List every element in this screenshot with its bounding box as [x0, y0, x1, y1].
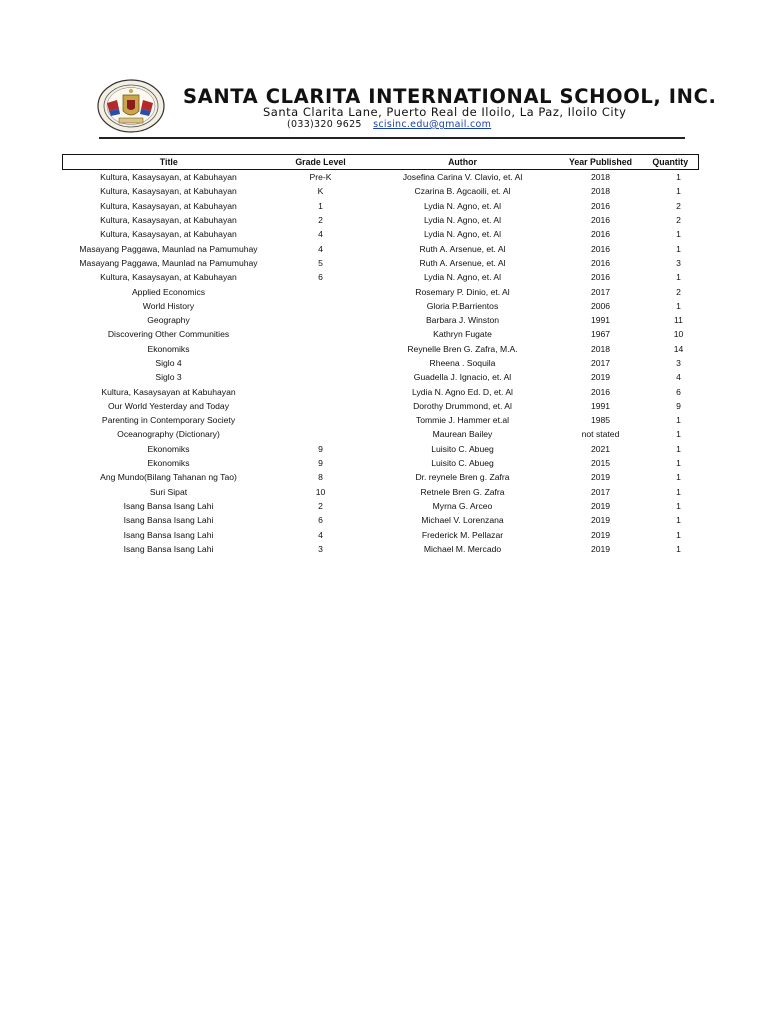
school-contact — [287, 119, 491, 130]
cell-title: Isang Bansa Isang Lahi — [123, 543, 214, 554]
table-row — [63, 513, 699, 527]
cell-title: Kultura, Kasaysayan at Kabuhayan — [101, 386, 236, 397]
header-title: Title — [63, 155, 275, 170]
cell-quantity: 3 — [676, 358, 681, 368]
cell-year-published: 2006 — [590, 300, 611, 311]
cell-grade-level — [275, 399, 367, 413]
cell-grade-level — [275, 370, 367, 384]
cell-year-published: 2016 — [590, 386, 611, 397]
cell-title: Ekonomiks — [147, 443, 190, 454]
table-row — [63, 227, 699, 241]
cell-quantity: 1 — [676, 415, 681, 426]
cell-author: Michael M. Mercado — [423, 543, 502, 554]
cell-author: Lydia N. Agno, et. Al — [423, 200, 502, 211]
cell-year-published: 2016 — [590, 243, 611, 254]
cell-grade-level — [275, 327, 367, 341]
cell-quantity: 1 — [676, 458, 681, 469]
cell-grade-level — [275, 342, 367, 356]
cell-year-published: 2019 — [590, 372, 611, 383]
cell-quantity: 1 — [676, 529, 681, 540]
table-row — [63, 456, 699, 470]
cell-year-published: 1991 — [590, 315, 611, 326]
table-row — [63, 199, 699, 213]
cell-year-published: 2016 — [590, 229, 611, 240]
cell-quantity: 1 — [676, 472, 681, 483]
cell-title: Masayang Paggawa, Maunlad na Pamumuhay — [79, 243, 258, 254]
cell-grade-level: 6 — [318, 272, 323, 283]
cell-quantity: 1 — [676, 515, 681, 526]
school-seal-icon — [97, 79, 165, 133]
cell-author: Luisito C. Abueg — [431, 443, 494, 454]
cell-author: Josefina Carina V. Clavio, et. Al — [402, 172, 523, 183]
table-row — [63, 442, 699, 456]
cell-year-published: 1967 — [590, 329, 611, 340]
cell-author: Lydia N. Agno, et. Al — [423, 229, 502, 240]
table-row — [63, 413, 699, 427]
table-header-row — [63, 155, 699, 170]
table-row — [63, 427, 699, 441]
cell-title: Ekonomiks — [147, 343, 190, 354]
cell-grade-level — [275, 299, 367, 313]
table-row — [63, 356, 699, 370]
cell-author: Rheena . Soquila — [429, 358, 496, 368]
header-year-published: Year Published — [559, 155, 643, 170]
cell-author: Lydia N. Agno, et. Al — [423, 215, 502, 226]
book-inventory-table-container — [62, 154, 698, 556]
cell-grade-level: 1 — [318, 200, 323, 211]
cell-quantity: 1 — [676, 543, 681, 554]
letterhead — [0, 0, 768, 140]
table-row — [63, 284, 699, 298]
cell-title: Ekonomiks — [147, 458, 190, 469]
cell-grade-level: K — [317, 186, 324, 197]
cell-grade-level: 10 — [315, 486, 326, 497]
cell-year-published: 1985 — [590, 415, 611, 426]
cell-grade-level — [275, 356, 367, 370]
cell-grade-level: 2 — [318, 215, 323, 226]
cell-year-published: 2019 — [590, 500, 611, 511]
cell-year-published: 2018 — [590, 172, 611, 183]
cell-year-published: 2018 — [590, 186, 611, 197]
cell-title: Isang Bansa Isang Lahi — [123, 515, 214, 526]
table-row — [63, 270, 699, 284]
school-address: Santa Clarita Lane, Puerto Real de Iloilo, La Paz, Iloilo City — [263, 105, 627, 119]
cell-author: Luisito C. Abueg — [431, 458, 494, 469]
cell-author: Lydia N. Agno, et. Al — [423, 272, 502, 283]
cell-year-published: 2016 — [590, 200, 611, 211]
cell-author: Rosemary P. Dinio, et. Al — [415, 286, 510, 297]
cell-author: Myrna G. Arceo — [432, 500, 493, 511]
cell-author: Lydia N. Agno Ed. D, et. Al — [412, 386, 513, 397]
table-row — [63, 299, 699, 313]
cell-author: Maurean Bailey — [432, 429, 493, 440]
cell-year-published: not stated — [581, 429, 620, 440]
table-row — [63, 313, 699, 327]
cell-year-published: 2019 — [590, 515, 611, 526]
cell-title: Siglo 4 — [155, 358, 182, 368]
cell-grade-level — [275, 427, 367, 441]
table-row — [63, 470, 699, 484]
cell-author: Reynelle Bren G. Zafra, M.A. — [407, 343, 518, 354]
cell-year-published: 2019 — [590, 472, 611, 483]
cell-title: Kultura, Kasaysayan, at Kabuhayan — [100, 215, 237, 226]
cell-grade-level: 4 — [318, 229, 323, 240]
cell-year-published: 2021 — [590, 443, 611, 454]
cell-quantity: 1 — [676, 486, 681, 497]
cell-title: Kultura, Kasaysayan, at Kabuhayan — [100, 172, 237, 183]
table-row — [63, 542, 699, 556]
cell-author: Dorothy Drummond, et. Al — [413, 400, 512, 411]
cell-title: Kultura, Kasaysayan, at Kabuhayan — [100, 272, 237, 283]
cell-quantity: 2 — [676, 215, 681, 226]
cell-title: Ang Mundo(Bilang Tahanan ng Tao) — [100, 472, 237, 483]
table-row — [63, 241, 699, 255]
school-email-link[interactable]: scisinc.edu@gmail.com — [373, 119, 492, 130]
table-row — [63, 399, 699, 413]
table-row — [63, 256, 699, 270]
table-row — [63, 184, 699, 198]
school-phone: (033)320 9625 — [287, 119, 362, 130]
header-grade-level: Grade Level — [275, 155, 367, 170]
cell-grade-level: 5 — [318, 257, 323, 268]
cell-grade-level: 4 — [318, 243, 323, 254]
cell-title: Suri Sipat — [149, 486, 188, 497]
cell-grade-level: 6 — [318, 515, 323, 526]
letterhead-divider — [99, 137, 685, 139]
table-row — [63, 384, 699, 398]
cell-author: Tommie J. Hammer et.al — [415, 415, 510, 426]
cell-author: Barbara J. Winston — [425, 315, 500, 326]
book-inventory-table — [62, 154, 699, 556]
cell-grade-level — [275, 413, 367, 427]
cell-year-published: 1991 — [590, 400, 611, 411]
cell-year-published: 2018 — [590, 343, 611, 354]
cell-author: Dr. reynele Bren g. Zafra — [415, 472, 510, 483]
cell-quantity: 2 — [676, 200, 681, 211]
cell-author: Guadella J. Ignacio, et. Al — [413, 372, 512, 383]
cell-quantity: 9 — [676, 400, 681, 411]
cell-year-published: 2017 — [590, 358, 611, 368]
cell-year-published: 2017 — [590, 486, 611, 497]
cell-quantity: 1 — [676, 172, 681, 183]
cell-author: Kathryn Fugate — [433, 329, 492, 340]
cell-year-published: 2019 — [590, 543, 611, 554]
cell-title: Parenting in Contemporary Society — [101, 415, 236, 426]
header-quantity: Quantity — [643, 155, 699, 170]
cell-grade-level: 3 — [318, 543, 323, 554]
school-name: SANTA CLARITA INTERNATIONAL SCHOOL, INC. — [183, 85, 717, 108]
cell-title: Geography — [147, 315, 190, 326]
cell-quantity: 10 — [673, 329, 684, 340]
cell-quantity: 1 — [676, 229, 681, 240]
cell-author: Frederick M. Pellazar — [421, 529, 504, 540]
cell-title: Isang Bansa Isang Lahi — [123, 500, 214, 511]
cell-year-published: 2016 — [590, 215, 611, 226]
cell-grade-level: 9 — [318, 458, 323, 469]
cell-quantity: 1 — [676, 243, 681, 254]
cell-grade-level: 4 — [318, 529, 323, 540]
cell-author: Michael V. Lorenzana — [421, 515, 504, 526]
table-body — [63, 170, 699, 557]
cell-title: Isang Bansa Isang Lahi — [123, 529, 214, 540]
cell-quantity: 1 — [676, 429, 681, 440]
table-row — [63, 499, 699, 513]
cell-year-published: 2019 — [590, 529, 611, 540]
cell-title: Kultura, Kasaysayan, at Kabuhayan — [100, 229, 237, 240]
cell-author: Gloria P.Barrientos — [426, 300, 499, 311]
cell-grade-level: 8 — [318, 472, 323, 483]
cell-title: Our World Yesterday and Today — [107, 400, 230, 411]
cell-author: Czarina B. Agcaoili, et. Al — [414, 186, 511, 197]
cell-title: Discovering Other Communities — [107, 329, 230, 340]
cell-quantity: 1 — [676, 186, 681, 197]
cell-quantity: 1 — [676, 500, 681, 511]
cell-quantity: 3 — [676, 257, 681, 268]
cell-author: Ruth A. Arsenue, et. Al — [419, 243, 506, 254]
cell-grade-level — [275, 384, 367, 398]
table-row — [63, 213, 699, 227]
cell-year-published: 2015 — [590, 458, 611, 469]
cell-grade-level: 2 — [318, 500, 323, 511]
cell-grade-level — [275, 284, 367, 298]
cell-quantity: 14 — [673, 343, 684, 354]
cell-grade-level — [275, 313, 367, 327]
cell-title: Kultura, Kasaysayan, at Kabuhayan — [100, 186, 237, 197]
cell-title: Kultura, Kasaysayan, at Kabuhayan — [100, 200, 237, 211]
cell-year-published: 2017 — [590, 286, 611, 297]
cell-quantity: 11 — [674, 315, 683, 326]
cell-quantity: 1 — [676, 300, 681, 311]
table-row — [63, 485, 699, 499]
cell-title: World History — [142, 300, 195, 311]
cell-quantity: 1 — [676, 272, 681, 283]
table-row — [63, 527, 699, 541]
cell-year-published: 2016 — [590, 272, 611, 283]
table-row — [63, 342, 699, 356]
table-row — [63, 327, 699, 341]
cell-quantity: 2 — [676, 286, 681, 297]
cell-quantity: 6 — [676, 386, 681, 397]
cell-quantity: 4 — [676, 372, 681, 383]
cell-quantity: 1 — [676, 443, 681, 454]
cell-title: Applied Economics — [131, 286, 206, 297]
cell-year-published: 2016 — [590, 257, 611, 268]
cell-title: Siglo 3 — [155, 372, 182, 383]
cell-author: Retnele Bren G. Zafra — [420, 486, 505, 497]
cell-title: Oceanography (Dictionary) — [117, 429, 220, 440]
header-author: Author — [367, 155, 559, 170]
cell-title: Masayang Paggawa, Maunlad na Pamumuhay — [79, 257, 258, 268]
cell-author: Ruth A. Arsenue, et. Al — [419, 257, 506, 268]
cell-grade-level: 9 — [318, 443, 323, 454]
cell-grade-level: Pre-K — [309, 172, 332, 183]
table-row — [63, 370, 699, 384]
table-row — [63, 170, 699, 185]
